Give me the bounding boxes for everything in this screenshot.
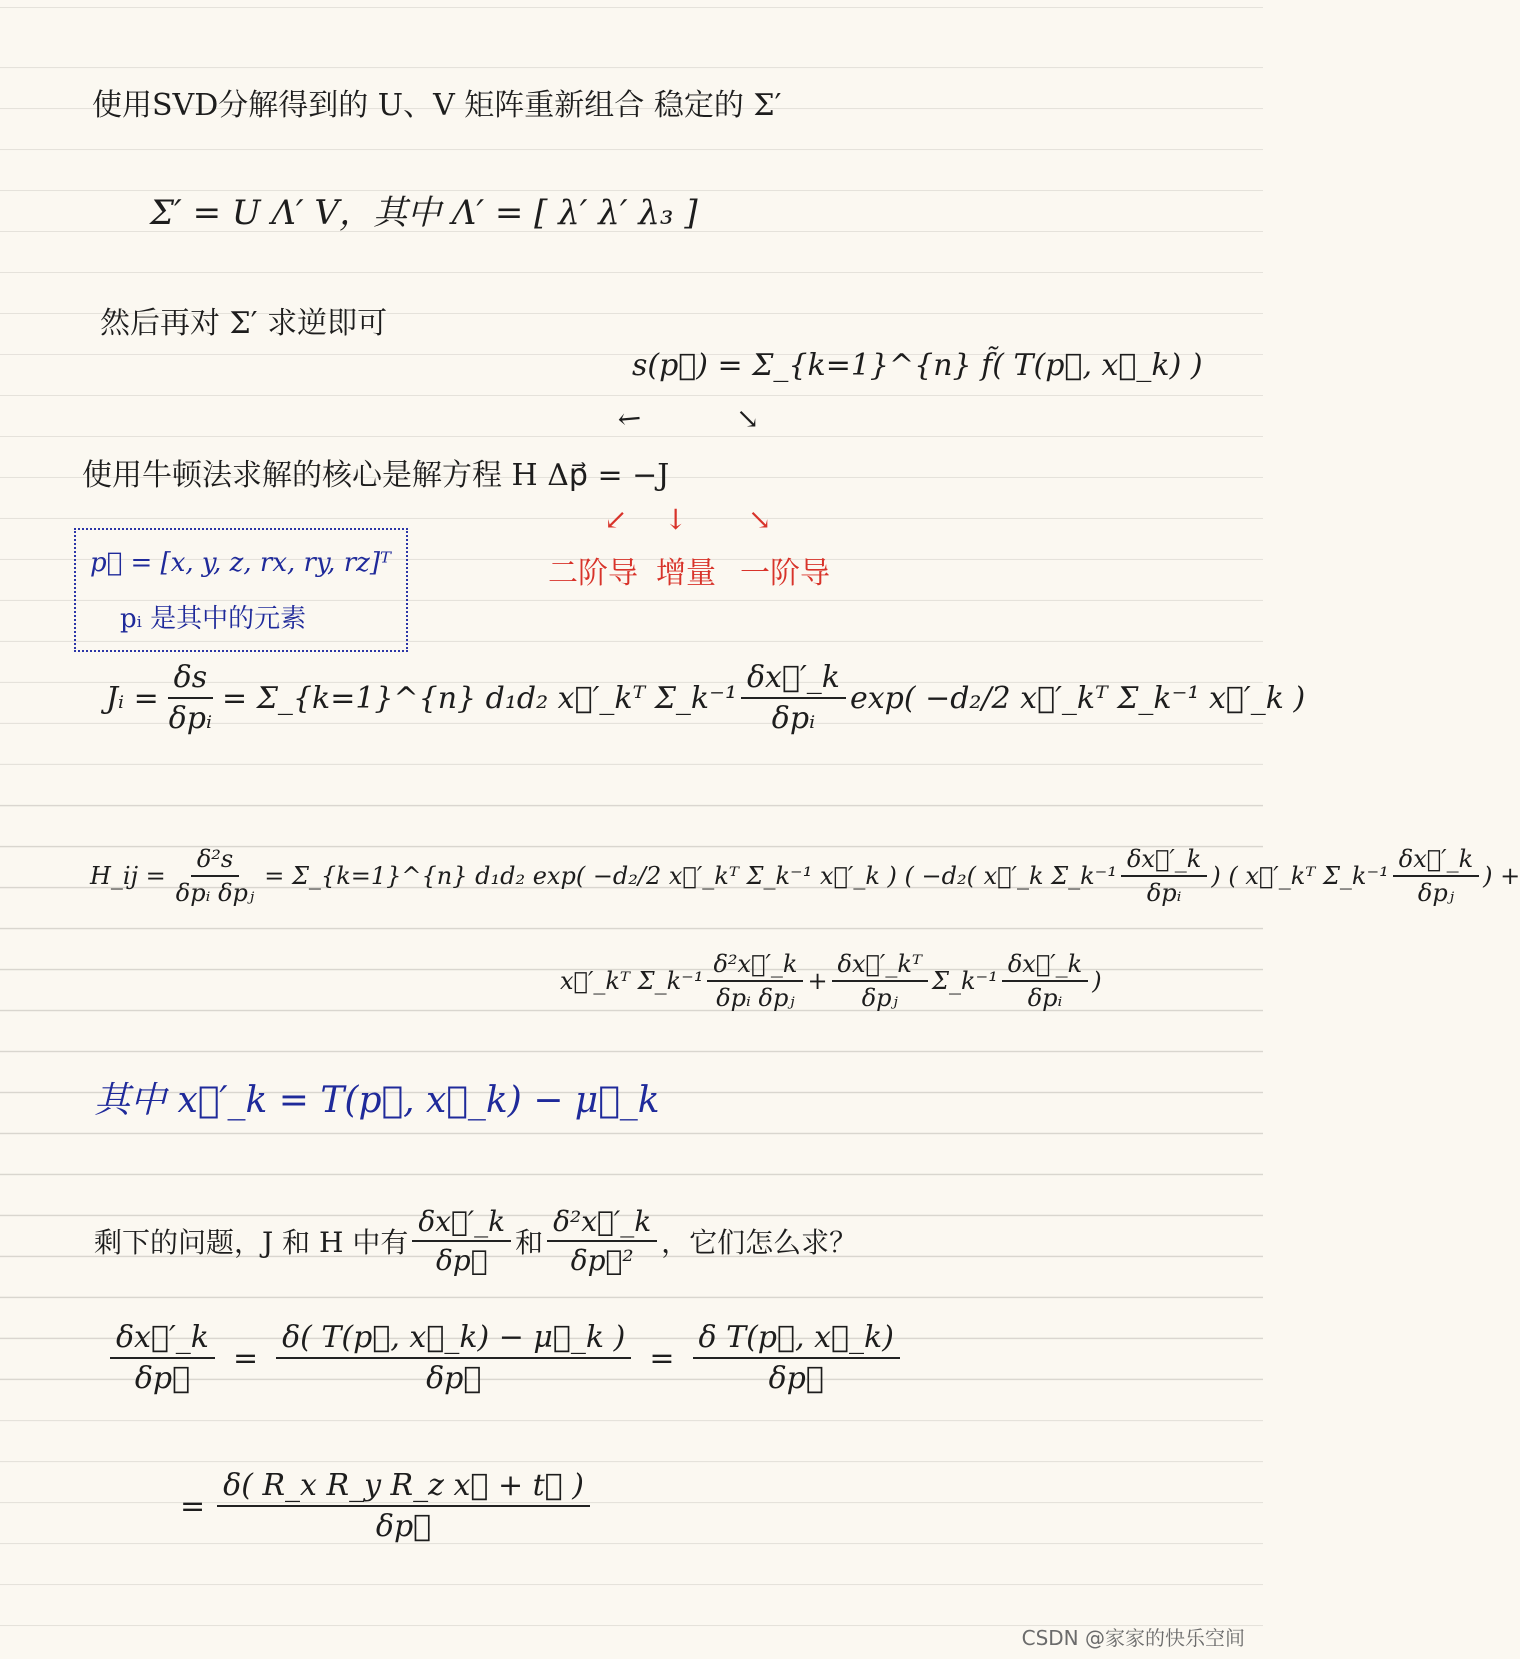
fraction <box>276 1320 631 1396</box>
numerator: δs <box>168 660 213 699</box>
remaining-question <box>94 1205 857 1277</box>
denominator: δp⃗ <box>426 1361 482 1396</box>
denominator: δpⱼ <box>861 984 898 1012</box>
fraction <box>1121 845 1207 907</box>
denominator: δp⃗² <box>570 1244 634 1277</box>
numerator: δx⃗′_k <box>741 660 846 699</box>
fraction <box>170 845 260 907</box>
fraction <box>1393 845 1479 907</box>
denominator: δp⃗ <box>134 1361 191 1396</box>
sigma-recompose-equation: Σ′ = U Λ′ V，其中 Λ′ = [ λ′ λ′ λ₃ ] <box>150 193 698 233</box>
denominator: δpᵢ <box>1027 984 1063 1012</box>
newton-statement: 使用牛顿法求解的核心是解方程 H Δp⃗ = −J <box>82 458 670 493</box>
fraction <box>412 1205 511 1277</box>
denominator: δpᵢ δpⱼ <box>716 984 795 1012</box>
fraction <box>693 1320 900 1396</box>
parameter-definition-box <box>74 528 408 652</box>
numerator: δ( T(p⃗, x⃗_k) − μ⃗_k ) <box>276 1320 631 1359</box>
fraction <box>1002 950 1088 1012</box>
denominator: δpᵢ <box>771 701 816 736</box>
question-text-a: 剩下的问题，J 和 H 中有 <box>94 1226 409 1259</box>
numerator: δ T(p⃗, x⃗_k) <box>693 1320 900 1359</box>
label-second-derivative: 二阶导 <box>548 556 638 591</box>
jacobian-equation <box>106 660 1305 736</box>
fraction <box>217 1468 590 1544</box>
red-arrow-icon: ↓ <box>664 503 688 536</box>
red-arrow-icon: ↙ <box>604 503 628 536</box>
numerator: δx⃗′_k <box>1121 845 1207 877</box>
numerator: δx⃗′_k <box>110 1320 215 1359</box>
numerator: δ²x⃗′_k <box>707 950 803 982</box>
fraction <box>707 950 803 1012</box>
label-first-derivative: 一阶导 <box>740 556 830 591</box>
hessian-equation-line1 <box>90 845 1520 907</box>
jacobian-lhs: Jᵢ = <box>106 680 159 716</box>
hessian-term-close: ) <box>1092 967 1102 995</box>
parameter-vector: p⃗ = [x, y, z, rx, ry, rz]ᵀ <box>90 548 391 578</box>
jacobian-sum: = Σ_{k=1}^{n} d₁d₂ x⃗′_kᵀ Σ_k⁻¹ <box>222 680 737 716</box>
question-text-c: ，它们怎么求？ <box>661 1226 858 1259</box>
inverse-statement: 然后再对 Σ′ 求逆即可 <box>100 306 388 341</box>
fraction <box>163 660 218 736</box>
hessian-term-c: Σ_k⁻¹ <box>932 967 998 995</box>
hessian-middle: ) ( x⃗′_kᵀ Σ_k⁻¹ <box>1211 862 1389 890</box>
fraction <box>741 660 846 736</box>
fraction <box>110 1320 215 1396</box>
watermark: CSDN @家家的快乐空间 <box>1021 1626 1245 1650</box>
down-right-arrow-icon: ↘ <box>736 402 760 435</box>
hessian-plus: ) + <box>1483 862 1520 890</box>
down-left-arrow-icon: ↙ <box>610 398 650 439</box>
parameter-element-note: pᵢ 是其中的元素 <box>120 604 307 634</box>
hessian-term-a: x⃗′_kᵀ Σ_k⁻¹ <box>560 967 704 995</box>
numerator: δx⃗′_k <box>1002 950 1088 982</box>
denominator: δp⃗ <box>768 1361 824 1396</box>
svd-statement: 使用SVD分解得到的 U、V 矩阵重新组合 稳定的 Σ′ <box>92 88 782 123</box>
hessian-term-plus: + <box>807 967 828 995</box>
score-function: s(p⃗) = Σ_{k=1}^{n} f̃( T(p⃗, x⃗_k) ) <box>632 348 1203 383</box>
derivative-equation-2 <box>180 1468 594 1544</box>
label-increment: 增量 <box>656 556 716 591</box>
jacobian-exp: exp( −d₂/2 x⃗′_kᵀ Σ_k⁻¹ x⃗′_k ) <box>849 680 1306 716</box>
fraction <box>832 950 928 1012</box>
hessian-equation-line2 <box>560 950 1102 1012</box>
hessian-lhs: H_ij = <box>90 862 166 890</box>
red-arrow-icon: ↘ <box>748 503 772 536</box>
numerator: δx⃗′_k <box>1393 845 1479 877</box>
numerator: δ²s <box>191 845 239 877</box>
denominator: δp⃗ <box>435 1244 488 1277</box>
denominator: δpᵢ δpⱼ <box>175 879 255 907</box>
numerator: δx⃗′_k <box>412 1205 511 1242</box>
derivative-equation-1 <box>106 1320 904 1396</box>
hessian-sum: = Σ_{k=1}^{n} d₁d₂ exp( −d₂/2 x⃗′_kᵀ Σ_k⁻¹ x⃗′_k ) ( −d₂( x⃗′_k Σ_k⁻¹ <box>264 862 1117 890</box>
equals: = <box>180 1488 206 1524</box>
denominator: δpⱼ <box>1417 879 1455 907</box>
transformed-point-definition: 其中 x⃗′_k = T(p⃗, x⃗_k) − μ⃗_k <box>94 1080 660 1121</box>
equals: = <box>649 1340 675 1376</box>
denominator: δp⃗ <box>375 1509 432 1544</box>
denominator: δpᵢ <box>168 701 213 736</box>
equals: = <box>232 1340 259 1376</box>
numerator: δ²x⃗′_k <box>547 1205 657 1242</box>
denominator: δpᵢ <box>1146 879 1182 907</box>
fraction <box>547 1205 657 1277</box>
numerator: δx⃗′_kᵀ <box>832 950 928 982</box>
question-text-b: 和 <box>515 1226 544 1259</box>
numerator: δ( R_x R_y R_z x⃗ + t⃗ ) <box>217 1468 590 1507</box>
